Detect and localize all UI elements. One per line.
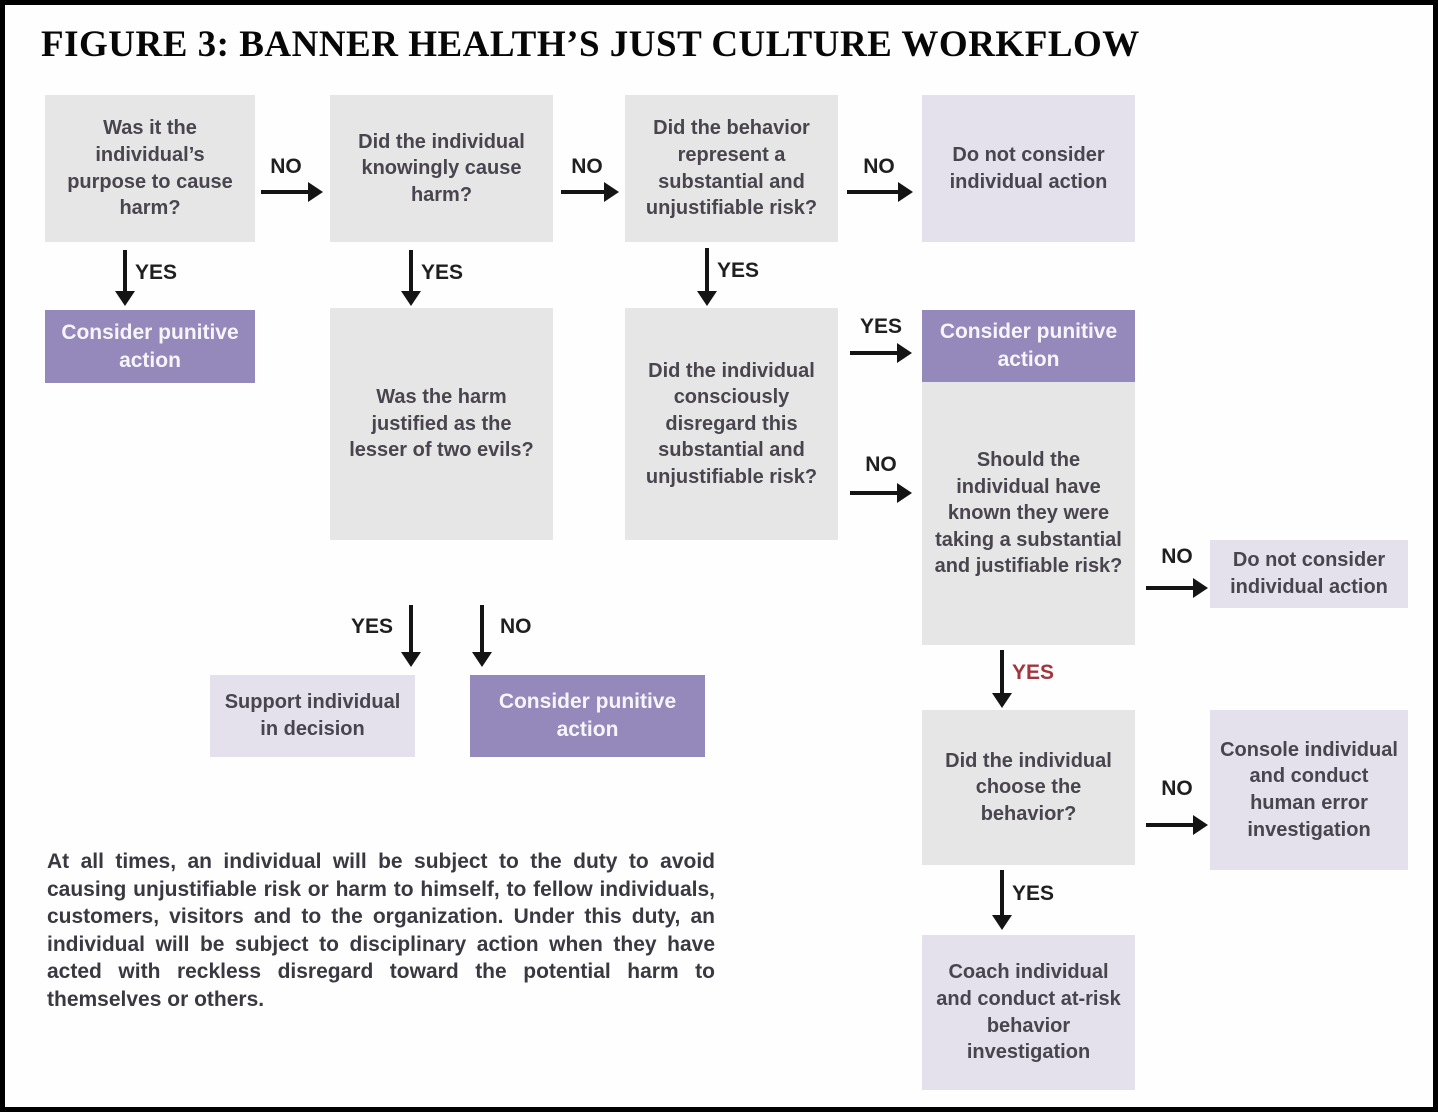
arrow-shaft (123, 250, 127, 293)
arrow-yes-1 (115, 250, 135, 306)
edge-label-no-2: NO (571, 155, 603, 178)
arrow-shaft (705, 248, 709, 293)
arrow-shaft (850, 351, 899, 355)
node-text: Was the harm justified as the lesser of two evils? (349, 386, 534, 462)
arrowhead-right-icon (897, 343, 912, 363)
node-text: Should the individual have known they were taking a substantial and justifiable risk? (934, 449, 1123, 578)
arrow-yes-justified (401, 605, 421, 667)
arrow-yes-2 (401, 250, 421, 306)
arrow-shaft (1000, 650, 1004, 695)
edge-label-no-1: NO (270, 155, 302, 178)
arrowhead-down-icon (992, 693, 1012, 708)
arrow-no-justified (472, 605, 492, 667)
edge-label-yes-1: YES (135, 261, 178, 284)
edge-label-yes-disregard: YES (859, 315, 903, 338)
node-text: Consider punitive action (939, 320, 1118, 371)
arrow-no-disregard (850, 483, 912, 503)
arrowhead-right-icon (604, 182, 619, 202)
arrow-no-should (1146, 578, 1208, 598)
arrow-shaft (1000, 870, 1004, 917)
node-question-consciously-disregard (625, 308, 838, 540)
node-question-should-have-known (922, 382, 1135, 645)
arrow-yes-choose (992, 870, 1012, 930)
arrow-shaft (1146, 823, 1195, 827)
figure-title: FIGURE 3: BANNER HEALTH’S JUST CULTURE WORKFLOW (41, 24, 1140, 65)
node-text: Did the individual consciously disregard this substantial and unjustifiable risk? (645, 359, 818, 488)
node-text: Did the behavior represent a substantial and unjustifiable risk? (645, 117, 818, 220)
node-outcome-coach-individual (922, 935, 1135, 1090)
arrowhead-right-icon (898, 182, 913, 202)
edge-label-yes-should: YES (1012, 661, 1055, 684)
node-question-knowingly-cause-harm (330, 95, 553, 242)
arrowhead-right-icon (1193, 578, 1208, 598)
node-outcome-no-individual-action-1 (922, 95, 1135, 242)
node-outcome-support-individual (210, 675, 415, 757)
node-text: Did the individual choose the behavior? (945, 749, 1112, 825)
arrowhead-down-icon (401, 291, 421, 306)
arrow-no-3 (847, 182, 913, 202)
arrow-shaft (561, 190, 606, 194)
arrow-no-2 (561, 182, 619, 202)
node-question-purpose-to-harm (45, 95, 255, 242)
edge-label-yes-choose: YES (1012, 882, 1055, 905)
arrow-shaft (850, 491, 899, 495)
arrow-shaft (409, 605, 413, 654)
node-text: Do not consider individual action (1230, 549, 1388, 598)
edge-label-yes-justified: YES (351, 615, 394, 638)
edge-label-yes-3: YES (717, 259, 760, 282)
node-text: Do not consider individual action (949, 143, 1108, 193)
arrow-no-choose (1146, 815, 1208, 835)
node-outcome-console-individual (1210, 710, 1408, 870)
node-text: Consider punitive action (61, 320, 239, 372)
edge-label-no-disregard: NO (865, 453, 897, 476)
edge-label-no-choose: NO (1161, 777, 1193, 800)
node-text: Coach individual and conduct at-risk behavior investigation (936, 961, 1121, 1064)
duty-footnote: At all times, an individual will be subject to the duty to avoid causing unjustifiable risk or harm to himself, to fellow individuals, customers, visitors and to the organization. Under this duty, an individual will be subject to disciplinary action when they have acted with reckless disregard toward the potential harm to themselves or others. (47, 850, 715, 1011)
arrowhead-right-icon (308, 182, 323, 202)
node-question-behavior-risk (625, 95, 838, 242)
arrowhead-right-icon (1193, 815, 1208, 835)
node-outcome-no-individual-action-2 (1210, 540, 1408, 608)
node-outcome-consider-punitive-2 (922, 310, 1135, 382)
node-outcome-consider-punitive-1 (45, 310, 255, 383)
arrowhead-down-icon (115, 291, 135, 306)
arrowhead-right-icon (897, 483, 912, 503)
edge-label-yes-2: YES (421, 261, 464, 284)
node-text: Console individual and conduct human error investigation (1220, 738, 1398, 841)
edge-label-no-should: NO (1161, 545, 1193, 568)
node-question-harm-justified (330, 308, 553, 540)
arrowhead-down-icon (472, 652, 492, 667)
arrowhead-down-icon (697, 291, 717, 306)
edge-label-no-justified: NO (500, 615, 532, 638)
arrow-yes-disregard (850, 343, 912, 363)
node-text: Did the individual knowingly cause harm? (358, 130, 525, 206)
node-text: Support individual in decision (224, 691, 401, 740)
edge-label-no-3: NO (863, 155, 895, 178)
arrow-shaft (261, 190, 310, 194)
node-text: Was it the individual’s purpose to cause harm? (67, 117, 233, 220)
arrow-shaft (480, 605, 484, 654)
arrow-shaft (847, 190, 900, 194)
node-text: Consider punitive action (498, 690, 677, 741)
arrowhead-down-icon (401, 652, 421, 667)
arrow-no-1 (261, 182, 323, 202)
arrow-shaft (409, 250, 413, 293)
arrow-yes-should (992, 650, 1012, 708)
node-question-choose-behavior (922, 710, 1135, 865)
node-outcome-consider-punitive-3 (470, 675, 705, 757)
arrow-yes-3 (697, 248, 717, 306)
arrowhead-down-icon (992, 915, 1012, 930)
arrow-shaft (1146, 586, 1195, 590)
